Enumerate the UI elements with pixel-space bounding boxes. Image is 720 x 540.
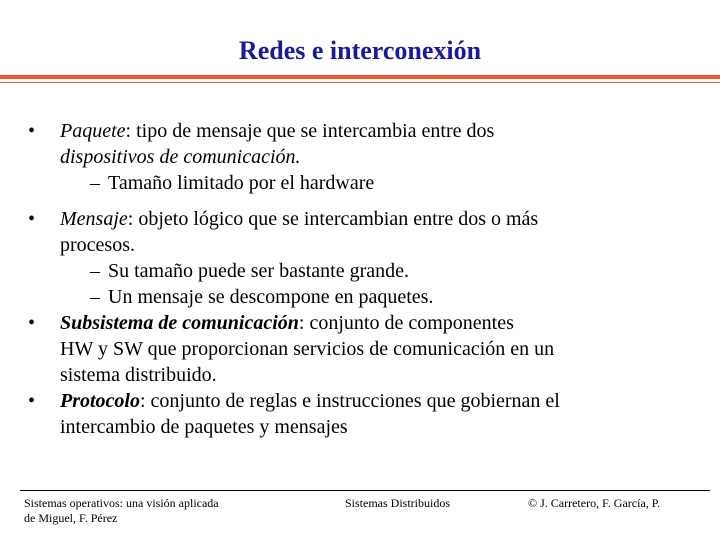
footer-book-title: Sistemas operativos: una visión aplicada	[24, 496, 219, 510]
bullet-dot: •	[28, 120, 36, 142]
definition-mensaje-continuation: procesos.	[60, 234, 135, 256]
footer-copyright: © J. Carretero, F. García, P.	[528, 496, 661, 510]
footer-course-name: Sistemas Distribuidos	[345, 496, 451, 510]
definition-subsistema: : conjunto de componentes	[298, 312, 514, 334]
sub-item: – Su tamaño puede ser bastante grande.	[90, 260, 410, 282]
sub-item-text: Un mensaje se descompone en paquetes.	[108, 286, 434, 308]
slide-content	[28, 118, 698, 440]
title-divider	[0, 75, 720, 79]
term-protocolo: Protocolo	[60, 390, 140, 412]
definition-protocolo: : conjunto de reglas e instrucciones que gobiernan el	[140, 390, 560, 412]
bullet-dot: •	[28, 390, 36, 412]
footer-book-reference	[24, 496, 264, 526]
bullet-paquete	[28, 118, 698, 170]
bullet-dot: •	[28, 312, 36, 334]
definition-subsistema-line2: HW y SW que proporcionan servicios de comunicación en un	[60, 338, 555, 360]
bullet-subsistema	[28, 310, 698, 388]
footer-divider	[20, 490, 710, 491]
definition-paquete: : tipo de mensaje que se intercambia entre dos	[125, 120, 495, 142]
sub-item: – Tamaño limitado por el hardware	[90, 172, 375, 194]
definition-protocolo-continuation: intercambio de paquetes y mensajes	[60, 416, 348, 438]
definition-subsistema-line3: sistema distribuido.	[60, 364, 217, 386]
sub-item-text: Su tamaño puede ser bastante grande.	[108, 260, 410, 282]
slide-title: Redes e interconexión	[238, 36, 482, 65]
bullet-dot: •	[28, 208, 36, 230]
term-mensaje: Mensaje	[60, 208, 128, 230]
title-divider-thin	[0, 82, 720, 83]
sub-item: – Un mensaje se descompone en paquetes.	[90, 286, 434, 308]
footer-book-authors: de Miguel, F. Pérez	[24, 511, 118, 525]
definition-paquete-continuation: dispositivos de comunicación.	[60, 146, 301, 168]
bullet-protocolo	[28, 388, 698, 440]
bullet-mensaje	[28, 206, 698, 258]
sub-item-text: Tamaño limitado por el hardware	[108, 172, 375, 194]
definition-mensaje: : objeto lógico que se intercambian entre dos o más	[127, 208, 539, 230]
term-paquete: Paquete	[60, 120, 126, 142]
term-subsistema: Subsistema de comunicación	[60, 312, 299, 334]
